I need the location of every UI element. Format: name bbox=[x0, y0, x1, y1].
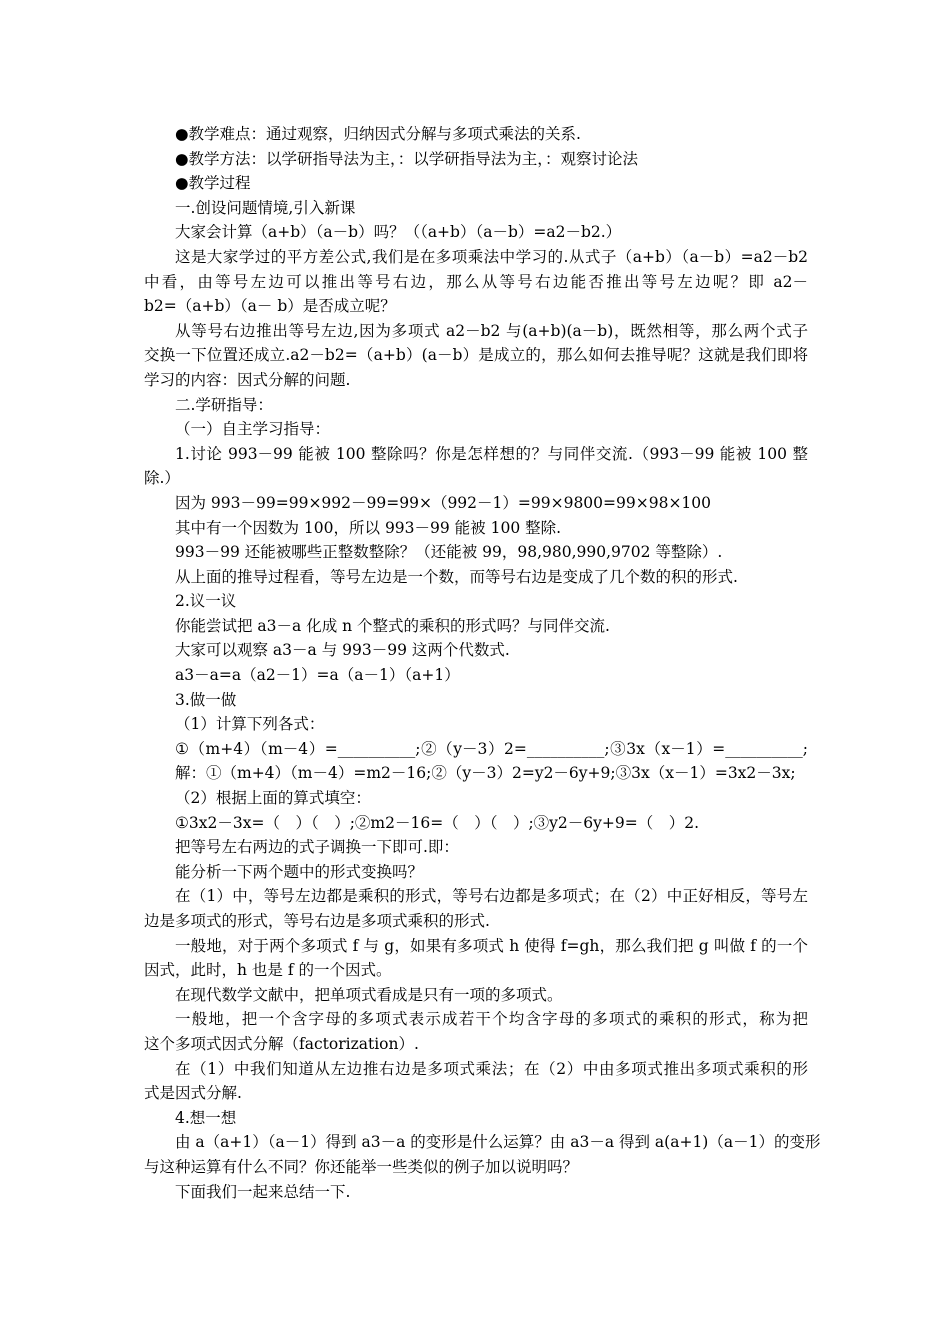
formula-line: a3－a=a（a2－1）=a（a－1）（a+1） bbox=[175, 666, 460, 685]
exercise-line: ①3x2－3x=（ ）（ ）;②m2－16=（ ）（ ）;③y2－6y+9=（ ）2. bbox=[175, 813, 700, 832]
exercise-line: ①（m+4）（m－4）=__________;②（y－3）2=__________;③3x（x－1）=__________; bbox=[175, 739, 808, 758]
paragraph-line: 大家可以观察 a3－a 与 993－99 这两个代数式. bbox=[175, 641, 510, 660]
paragraph-line: 993－99 还能被哪些正整数整除？（还能被 99，98,980,990,9702 等整除）. bbox=[175, 543, 723, 562]
question-2-heading: 2.议一议 bbox=[175, 592, 237, 611]
paragraph-line: 在现代数学文献中，把单项式看成是只有一项的多项式。 bbox=[175, 985, 563, 1004]
paragraph-line: 交换一下位置还成立.a2－b2=（a+b）(a－b）是成立的，那么如何去推导呢？这就是我们即将 bbox=[144, 346, 808, 365]
teaching-difficulty: ●教学难点：通过观察，归纳因式分解与多项式乘法的关系. bbox=[175, 125, 581, 143]
definition-line: 一般地，对于两个多项式 f 与 g，如果有多项式 h 使得 f=gh，那么我们把 g 叫做 f 的一个 bbox=[175, 936, 808, 955]
document-body bbox=[144, 122, 821, 1204]
paragraph-line: 边是多项式的形式，等号右边是多项式乘积的形式. bbox=[144, 912, 490, 930]
question-4-heading: 4.想一想 bbox=[175, 1108, 237, 1127]
paragraph-line: 式是因式分解. bbox=[144, 1084, 242, 1103]
paragraph-line: 在（1）中我们知道从左边推右边是多项式乘法；在（2）中由多项式推出多项式乘积的形 bbox=[175, 1059, 808, 1078]
paragraph-line: 在（1）中，等号左边都是乘积的形式，等号右边都是多项式；在（2）中正好相反，等号左 bbox=[175, 887, 808, 906]
paragraph-line: 把等号左右两边的式子调换一下即可.即： bbox=[175, 838, 459, 857]
teaching-method: ●教学方法：以学研指导法为主，：以学研指导法为主，：观察讨论法 bbox=[175, 149, 639, 168]
section-2-heading: 二.学研指导： bbox=[175, 395, 273, 414]
paragraph-line: 由 a（a+1）（a－1）得到 a3－a 的变形是什么运算？由 a3－a 得到 a(a+1)（a－1）的变形 bbox=[175, 1133, 821, 1152]
definition-line: 这个多项式因式分解（factorization）. bbox=[144, 1034, 419, 1053]
question-1: 1.讨论 993－99 能被 100 整除吗？你是怎样想的？与同伴交流.（993－99 能被 100 整 bbox=[175, 444, 808, 463]
paragraph-line: 从上面的推导过程看，等号左边是一个数，而等号右边是变成了几个数的积的形式. bbox=[175, 567, 738, 586]
paragraph-line: b2=（a+b）（a－ b）是否成立呢？ bbox=[144, 297, 396, 316]
paragraph-line: 因为 993－99=99×992－99=99×（992－1）=99×9800=99×98×100 bbox=[175, 493, 712, 512]
paragraph-line: 下面我们一起来总结一下. bbox=[175, 1182, 351, 1201]
paragraph-line: 中看，由等号左边可以推出等号右边，那么从等号右边能否推出等号左边呢？即 a2－ bbox=[144, 272, 808, 291]
paragraph-line: （1）计算下列各式： bbox=[175, 715, 325, 734]
paragraph-line: 能分析一下两个题中的形式变换吗？ bbox=[175, 862, 424, 881]
definition-line: 因式，此时，h 也是 f 的一个因式。 bbox=[144, 961, 392, 980]
paragraph-line: 大家会计算（a+b）（a－b）吗？（（a+b）（a－b）=a2－b2.） bbox=[175, 223, 622, 242]
section-1-heading: 一.创设问题情境,引入新课 bbox=[175, 198, 356, 217]
paragraph-line: （2）根据上面的算式填空： bbox=[175, 789, 371, 808]
subsection-heading: （一）自主学习指导： bbox=[175, 420, 331, 439]
question-3-heading: 3.做一做 bbox=[175, 690, 237, 709]
paragraph-line: 与这种运算有什么不同？你还能举一些类似的例子加以说明吗？ bbox=[144, 1157, 579, 1176]
paragraph-line: 其中有一个因数为 100，所以 993－99 能被 100 整除. bbox=[175, 518, 562, 537]
solution-line: 解：①（m+4）（m－4）=m2－16;②（y－3）2=y2－6y+9;③3x（x－1）=3x2－3x; bbox=[175, 764, 796, 783]
definition-line: 一般地，把一个含字母的多项式表示成若干个均含字母的多项式的乘积的形式，称为把 bbox=[175, 1010, 808, 1029]
paragraph-line: 你能尝试把 a3－a 化成 n 个整式的乘积的形式吗？与同伴交流. bbox=[175, 616, 610, 635]
paragraph-line: 这是大家学过的平方差公式,我们是在多项乘法中学习的.从式子（a+b）（a－b）=a2－b2 bbox=[175, 247, 808, 266]
paragraph-line: 学习的内容：因式分解的问题. bbox=[144, 370, 351, 389]
paragraph-line: 除.） bbox=[144, 469, 180, 488]
teaching-process-heading: ●教学过程 bbox=[175, 174, 251, 193]
paragraph-line: 从等号右边推出等号左边,因为多项式 a2－b2 与(a+b)(a－b)，既然相等，那么两个式子 bbox=[175, 321, 808, 340]
